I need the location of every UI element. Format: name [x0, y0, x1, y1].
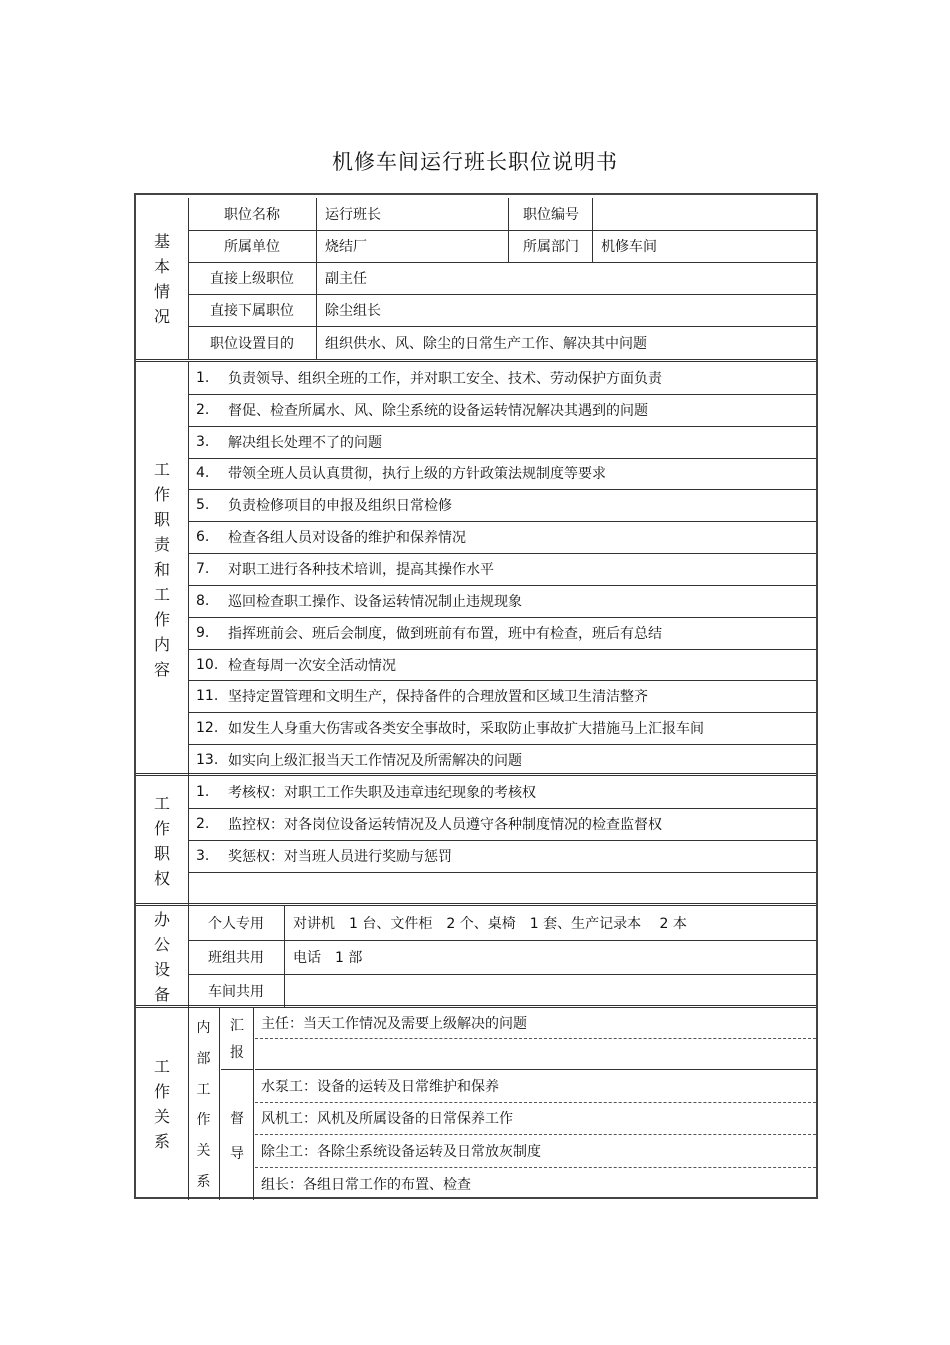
equipment-label: 班组共用: [208, 950, 264, 966]
duty-text: 指挥班前会、班后会制度，做到班前有布置，班中有检查，班后有总结: [228, 625, 662, 642]
section-label-relations: [136, 1008, 189, 1200]
powers-char: 职: [153, 844, 170, 863]
relation-label-char: 工: [196, 1081, 211, 1098]
section-label-equipment: [136, 906, 189, 1008]
duties-char: 容: [153, 659, 170, 679]
equipment-value: [284, 974, 816, 1008]
duty-number: 11.: [196, 688, 219, 705]
section-duties: [136, 359, 816, 776]
relation-label-char: 督: [230, 1110, 244, 1127]
equipment-char: 公: [153, 935, 170, 954]
internal-relations-label: [188, 1008, 220, 1200]
duty-number: 12.: [196, 720, 219, 737]
equipment-value: 对讲机 1 台、文件柜 2 个、桌椅 1 套、生产记录本 2 本: [284, 906, 816, 940]
power-number: 3.: [196, 848, 210, 864]
duty-text: 巡回检查职工操作、设备运转情况制止违规现象: [228, 593, 522, 610]
power-number: 1.: [196, 784, 210, 800]
duty-row: [188, 458, 816, 491]
duty-number: 13.: [196, 752, 219, 769]
duty-text: 督促、检查所属水、风、除尘系统的设备运转情况解决其遇到的问题: [228, 402, 648, 419]
supervise-label: [221, 1070, 254, 1200]
report-item: 主任：当天工作情况及需要上级解决的问题: [255, 1008, 816, 1039]
powers-char: 作: [153, 819, 170, 838]
relation-label-char: 关: [196, 1142, 211, 1159]
section-label-duties: [136, 362, 189, 776]
duties-char: 责: [153, 534, 170, 554]
relations-char: 作: [153, 1082, 170, 1101]
duties-char: 工: [153, 459, 170, 479]
duty-row: [188, 553, 816, 586]
relation-label-char: 报: [230, 1044, 244, 1061]
supervise-item: 水泵工：设备的运转及日常维护和保养: [255, 1070, 816, 1103]
purpose-label: 职位设置目的: [210, 335, 294, 352]
power-row-empty: [188, 872, 816, 906]
duty-row: [188, 585, 816, 618]
duty-number: 1.: [196, 369, 210, 386]
duty-row: [188, 744, 816, 776]
duty-number: 8.: [196, 592, 210, 609]
equipment-row: [188, 974, 816, 1008]
job-name-label: 职位名称: [224, 207, 280, 223]
powers-char: 工: [153, 794, 170, 813]
basic-char: 情: [153, 281, 170, 301]
superior-label: 直接上级职位: [210, 271, 294, 287]
report-item: [255, 1039, 816, 1070]
relation-label-char: 作: [196, 1112, 211, 1129]
supervise-item: 风机工：风机及所属设备的日常保养工作: [255, 1103, 816, 1136]
job-name-value: 运行班长: [316, 198, 517, 230]
subordinate-value: 除尘组长: [316, 294, 816, 326]
relation-label-char: 系: [196, 1173, 211, 1190]
duty-number: 9.: [196, 624, 210, 641]
subordinate-label: 直接下属职位: [210, 303, 294, 319]
duty-row: [188, 394, 816, 427]
duty-row: [188, 426, 816, 459]
power-number: 2.: [196, 816, 210, 832]
duty-number: 3.: [196, 433, 210, 450]
duties-char: 职: [153, 509, 170, 529]
relations-char: 系: [153, 1132, 170, 1151]
row-unit: [188, 230, 816, 263]
power-row: [188, 840, 816, 873]
duty-row: [188, 362, 816, 395]
duty-text: 对职工进行各种技术培训，提高其操作水平: [228, 561, 494, 578]
power-text: 奖惩权：对当班人员进行奖励与惩罚: [228, 849, 452, 865]
equipment-row: [188, 906, 816, 941]
powers-char: 权: [153, 869, 170, 888]
equipment-label: 个人专用: [208, 916, 264, 932]
duty-text: 坚持定置管理和文明生产，保持备件的合理放置和区域卫生清洁整齐: [228, 689, 648, 706]
power-row: [188, 808, 816, 841]
duty-row: [188, 649, 816, 682]
relations-char: 工: [153, 1057, 170, 1076]
basic-char: 况: [153, 306, 170, 326]
unit-label: 所属单位: [224, 239, 280, 255]
basic-char: 基: [153, 231, 170, 251]
duty-text: 检查每周一次安全活动情况: [228, 657, 396, 674]
duties-char: 和: [153, 559, 170, 579]
duties-char: 内: [153, 634, 170, 654]
unit-value: 烧结厂: [316, 230, 517, 262]
section-relations: [136, 1005, 816, 1200]
duty-row: [188, 489, 816, 522]
superior-value: 副主任: [316, 262, 816, 294]
equipment-row: [188, 940, 816, 975]
purpose-value: 组织供水、风、除尘的日常生产工作、解决其中问题: [316, 326, 816, 359]
duty-number: 7.: [196, 560, 210, 577]
duty-text: 解决组长处理不了的问题: [228, 434, 382, 451]
relation-label-char: 部: [196, 1050, 211, 1067]
relation-label-char: 内: [196, 1020, 211, 1037]
row-subordinate: [188, 294, 816, 327]
dept-value: 机修车间: [592, 230, 816, 262]
relations-char: 关: [153, 1107, 170, 1126]
duty-text: 负责领导、组织全班的工作，并对职工安全、技术、劳动保护方面负责: [228, 370, 662, 387]
row-purpose: [188, 326, 816, 359]
section-basic-info: [136, 198, 816, 359]
duties-char: 作: [153, 484, 170, 504]
duty-text: 检查各组人员对设备的维护和保养情况: [228, 530, 466, 547]
section-label-basic: [136, 198, 189, 359]
power-text: 考核权：对职工工作失职及违章违纪现象的考核权: [228, 785, 536, 801]
duty-row: [188, 712, 816, 745]
power-text: 监控权：对各岗位设备运转情况及人员遵守各种制度情况的检查监督权: [228, 817, 662, 833]
supervise-item: 组长：各组日常工作的布置、检查: [261, 1176, 471, 1193]
duty-number: 4.: [196, 465, 210, 482]
duty-number: 2.: [196, 401, 210, 418]
duty-row: [188, 521, 816, 554]
duty-text: 带领全班人员认真贯彻，执行上级的方针政策法规制度等要求: [228, 466, 606, 483]
equipment-char: 备: [153, 985, 170, 1004]
job-no-label: 职位编号: [508, 198, 593, 230]
duty-text: 如发生人身重大伤害或各类安全事故时，采取防止事故扩大措施马上汇报车间: [228, 721, 704, 738]
job-description-table: [134, 193, 818, 1199]
duty-row: [188, 680, 816, 713]
duty-row: [188, 617, 816, 650]
basic-char: 本: [153, 256, 170, 276]
relation-label-char: 汇: [230, 1018, 244, 1035]
duty-number: 6.: [196, 529, 210, 546]
job-no-value: [592, 198, 816, 230]
duty-number: 10.: [196, 656, 219, 673]
section-powers: [136, 773, 816, 906]
duty-text: 如实向上级汇报当天工作情况及所需解决的问题: [228, 753, 522, 770]
duty-number: 5.: [196, 497, 210, 514]
relation-label-char: 导: [230, 1145, 244, 1162]
row-job-name: [188, 198, 816, 231]
power-row: [188, 776, 816, 809]
dept-label: 所属部门: [508, 230, 593, 262]
equipment-char: 办: [153, 910, 170, 929]
equipment-label: 车间共用: [208, 984, 264, 1000]
equipment-char: 设: [153, 960, 170, 979]
document-title: 机修车间运行班长职位说明书: [332, 150, 618, 174]
duties-char: 作: [153, 609, 170, 629]
duties-char: 工: [153, 584, 170, 604]
equipment-value: 电话 1 部: [284, 940, 816, 974]
report-label: [221, 1008, 254, 1070]
section-label-powers: [136, 776, 189, 906]
section-equipment: [136, 903, 816, 1008]
duty-text: 负责检修项目的申报及组织日常检修: [228, 498, 452, 515]
supervise-item: 除尘工：各除尘系统设备运转及日常放灰制度: [255, 1135, 816, 1168]
row-superior: [188, 262, 816, 295]
